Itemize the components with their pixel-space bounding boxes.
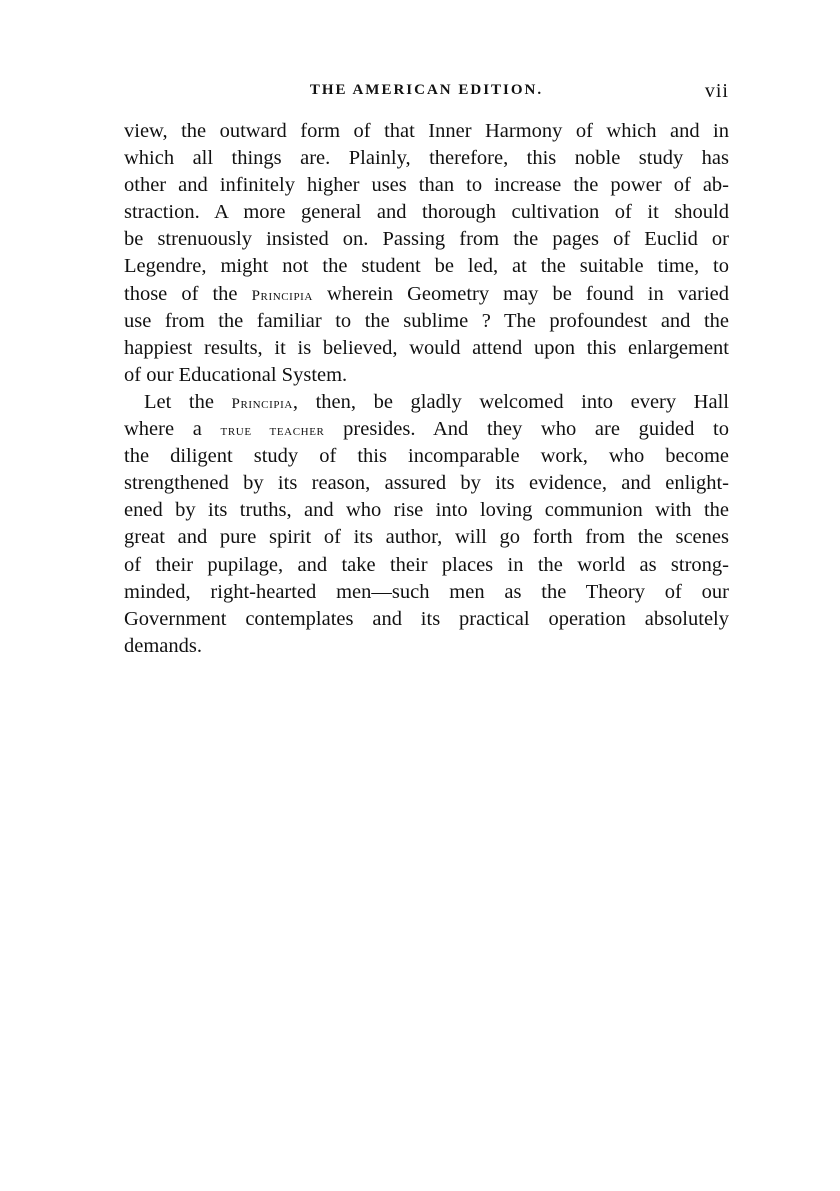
text-line — [124, 281, 729, 308]
text-line: of our Educational System. — [124, 363, 348, 386]
text-line: ened by its truths, and who rise into loving communion with the — [124, 499, 729, 522]
running-title: THE AMERICAN EDITION. — [309, 82, 544, 98]
page-number: vii — [704, 80, 729, 102]
text-segment: Let the — [144, 390, 232, 413]
text-line: of their pupilage, and take their places in the world as strong- — [124, 553, 729, 576]
text-segment: those of the — [124, 282, 252, 305]
text-line — [124, 389, 729, 416]
text-segment: presides. And they who are guided to — [324, 418, 729, 441]
paragraph-2 — [124, 389, 729, 660]
text-line: other and infinitely higher uses than to increase the power of ab- — [124, 174, 729, 197]
text-line: happiest results, it is believed, would attend upon this enlargement — [124, 336, 729, 359]
text-line: which all things are. Plainly, therefore, this noble study has — [124, 147, 729, 170]
text-line: Legendre, might not the student be led, at the suitable time, to — [124, 255, 729, 278]
text-line — [124, 416, 729, 443]
text-line: strengthened by its reason, assured by its evidence, and enlight- — [124, 472, 729, 495]
text-segment: where a — [124, 418, 221, 441]
text-line: demands. — [124, 634, 202, 657]
text-line: the diligent study of this incomparable work, who become — [124, 445, 729, 468]
text-line: minded, right-hearted men—such men as the Theory of our — [124, 580, 729, 603]
small-caps-title: Principia — [231, 395, 293, 412]
small-caps-phrase: true teacher — [220, 423, 325, 440]
text-line: view, the outward form of that Inner Harmony of which and in — [124, 120, 729, 142]
paragraph-1 — [124, 118, 729, 389]
text-line: use from the familiar to the sublime ? The profoundest and the — [124, 309, 729, 332]
body-text — [124, 118, 729, 660]
text-line: straction. A more general and thorough cultivation of it should — [124, 201, 729, 224]
text-line: Government contemplates and its practical operation absolutely — [124, 607, 729, 630]
running-head — [124, 80, 729, 106]
small-caps-title: Principia — [251, 287, 313, 304]
text-segment: wherein Geometry may be found in varied — [312, 282, 729, 305]
text-line: be strenuously insisted on. Passing from the pages of Euclid or — [124, 228, 729, 251]
text-line: great and pure spirit of its author, will go forth from the scenes — [124, 526, 729, 549]
text-segment: , then, be gladly welcomed into every Hall — [292, 390, 729, 413]
